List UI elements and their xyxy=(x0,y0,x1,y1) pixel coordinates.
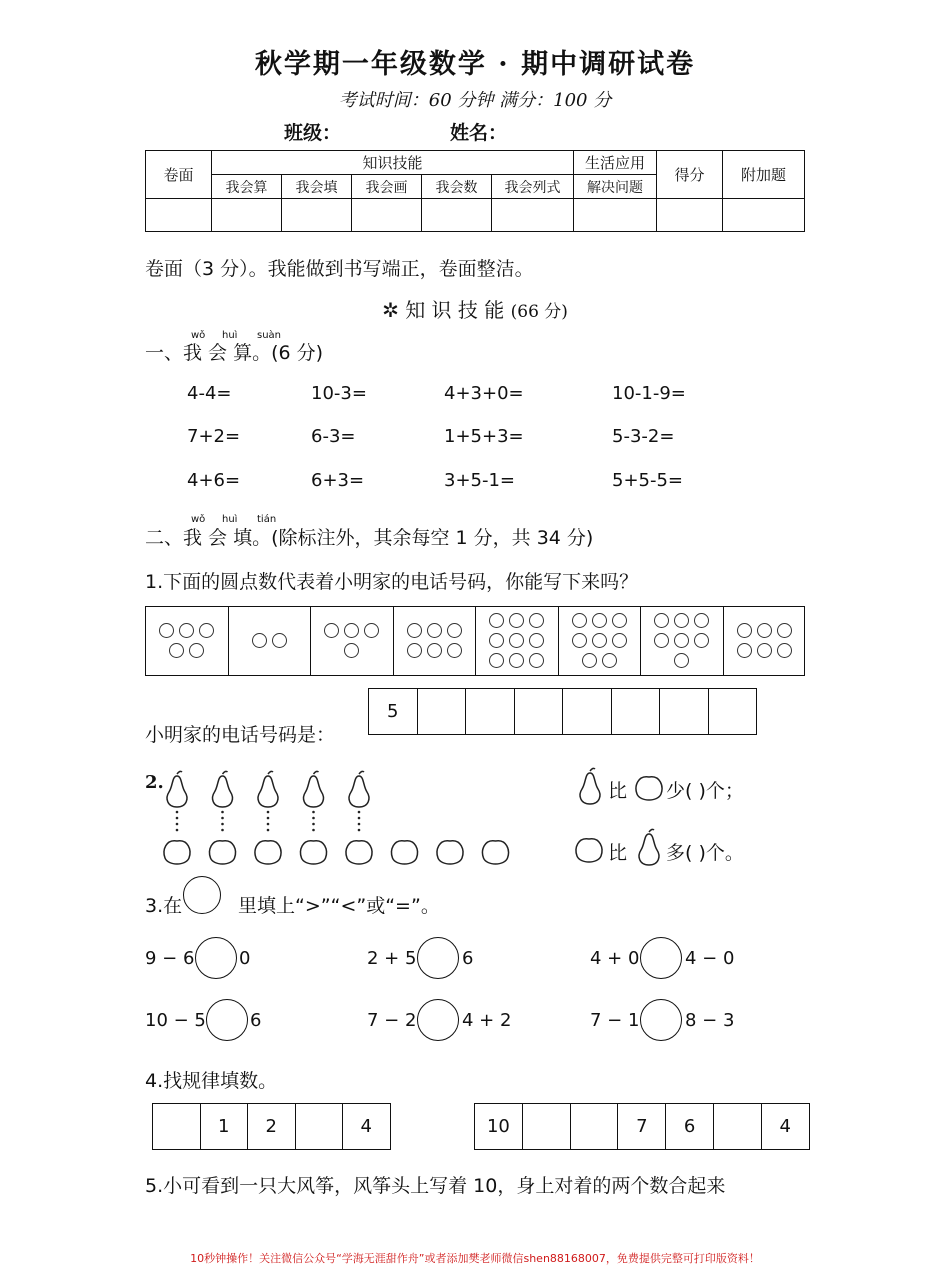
phone-digit-cell[interactable]: 5 xyxy=(368,688,418,735)
dot xyxy=(737,623,752,638)
dot xyxy=(344,643,359,658)
compare-right: 6 xyxy=(250,1010,262,1031)
part1-heading: 一、我 会 算。(6 分) xyxy=(145,342,324,364)
math-expression: 5+5-5= xyxy=(612,470,684,491)
compare-right: 0 xyxy=(239,948,251,969)
dot xyxy=(447,643,462,658)
math-expression: 6-3= xyxy=(311,426,356,447)
dot xyxy=(169,643,184,658)
dot-box xyxy=(475,606,559,676)
dot xyxy=(529,633,544,648)
link-dot xyxy=(176,829,179,832)
pinyin: tián xyxy=(257,514,277,525)
pinyin: wǒ xyxy=(191,330,206,341)
compare2-mid: 比 xyxy=(608,842,628,864)
dot xyxy=(777,643,792,658)
pear xyxy=(304,771,324,807)
compare-left: 4 + 0 xyxy=(590,948,640,969)
paper-note: 卷面（3 分）。我能做到书写端正，卷面整洁。 xyxy=(145,258,534,280)
pear-icon xyxy=(575,767,605,807)
circle-symbol xyxy=(183,876,221,914)
dot xyxy=(582,653,597,668)
compare-right: 4 − 0 xyxy=(685,948,735,969)
footer-promo: 10秒钟操作！关注微信公众号“学海无涯甜作舟”或者添加樊老师微信shen88168007，免费提供完整可打印版资料！ xyxy=(190,1252,760,1265)
dot xyxy=(654,633,669,648)
dot xyxy=(757,623,772,638)
dot xyxy=(654,613,669,628)
col-paper: 卷面 xyxy=(146,151,212,199)
pear xyxy=(349,771,369,807)
link-dot xyxy=(358,817,361,820)
dot xyxy=(737,643,752,658)
phone-digit-cell[interactable] xyxy=(514,688,564,735)
class-label: 班级： xyxy=(284,122,342,144)
link-dot xyxy=(267,829,270,832)
sub-header: 我会填 xyxy=(282,175,352,199)
sequence-cell[interactable] xyxy=(295,1103,344,1150)
dot-box xyxy=(723,606,806,676)
dot xyxy=(529,653,544,668)
score-cell[interactable] xyxy=(492,199,574,232)
score-cell[interactable] xyxy=(657,199,723,232)
dot xyxy=(489,633,504,648)
link-dot xyxy=(176,811,179,814)
group-life: 生活应用 xyxy=(574,151,657,175)
dot xyxy=(179,623,194,638)
dot xyxy=(324,623,339,638)
compare-circle[interactable] xyxy=(195,937,237,979)
dot xyxy=(674,613,689,628)
q1-answer-label: 小明家的电话号码是： xyxy=(145,724,336,746)
q3-prefix: 3.在 xyxy=(145,895,183,917)
dot xyxy=(572,633,587,648)
peach xyxy=(437,841,463,864)
sub-header: 我会算 xyxy=(212,175,282,199)
dot-box xyxy=(393,606,477,676)
sub-header: 我会数 xyxy=(422,175,492,199)
compare-right: 8 − 3 xyxy=(685,1010,735,1031)
section-title xyxy=(0,294,950,323)
peach xyxy=(346,841,372,864)
compare2-end: 多( )个。 xyxy=(666,842,744,864)
dot xyxy=(592,633,607,648)
score-table xyxy=(145,150,805,232)
link-dot xyxy=(267,811,270,814)
sub-header: 我会画 xyxy=(352,175,422,199)
math-expression: 10-1-9= xyxy=(612,383,686,404)
fruit-illustration xyxy=(155,766,515,872)
dot xyxy=(572,613,587,628)
q5-question: 5.小可看到一只大风筝，风筝头上写着 10，身上对着的两个数合起来 xyxy=(145,1175,726,1197)
pinyin: suàn xyxy=(257,330,282,341)
sub-header: 解决问题 xyxy=(574,175,657,199)
dot xyxy=(427,643,442,658)
section-title-text: 知 识 技 能 xyxy=(405,298,505,322)
phone-digit-cell[interactable] xyxy=(611,688,661,735)
dot xyxy=(189,643,204,658)
dot xyxy=(592,613,607,628)
phone-digit-cell[interactable] xyxy=(659,688,709,735)
sequence-cell[interactable] xyxy=(713,1103,762,1150)
dot xyxy=(757,643,772,658)
link-dot xyxy=(358,823,361,826)
dot xyxy=(694,633,709,648)
q4-question: 4.找规律填数。 xyxy=(145,1070,278,1092)
dot xyxy=(199,623,214,638)
peach xyxy=(301,841,327,864)
pear xyxy=(167,771,187,807)
sequence-cell: 6 xyxy=(665,1103,714,1150)
compare1-mid: 比 xyxy=(608,780,628,802)
math-expression: 4+6= xyxy=(187,470,241,491)
compare-circle[interactable] xyxy=(417,999,459,1041)
score-cell[interactable] xyxy=(212,199,282,232)
score-cell[interactable] xyxy=(282,199,352,232)
exam-info: 考试时间：60 分钟 满分：100 分 xyxy=(338,90,612,111)
sequence-cell: 1 xyxy=(200,1103,249,1150)
compare-circle[interactable] xyxy=(640,999,682,1041)
dot xyxy=(509,633,524,648)
dot xyxy=(674,653,689,668)
link-dot xyxy=(358,829,361,832)
compare-circle[interactable] xyxy=(417,937,459,979)
score-cell[interactable] xyxy=(574,199,657,232)
score-cell[interactable] xyxy=(723,199,805,232)
dot xyxy=(612,613,627,628)
dot xyxy=(159,623,174,638)
dot xyxy=(489,613,504,628)
dot xyxy=(674,633,689,648)
dot xyxy=(509,653,524,668)
math-expression: 1+5+3= xyxy=(444,426,524,447)
score-cell[interactable] xyxy=(146,199,212,232)
dot xyxy=(447,623,462,638)
math-expression: 5-3-2= xyxy=(612,426,675,447)
peach-icon xyxy=(572,834,606,866)
math-expression: 3+5-1= xyxy=(444,470,516,491)
math-expression: 6+3= xyxy=(311,470,365,491)
dot-box xyxy=(228,606,312,676)
dot xyxy=(272,633,287,648)
peach xyxy=(255,841,281,864)
sequence-cell: 10 xyxy=(474,1103,523,1150)
sequence-cell: 2 xyxy=(247,1103,296,1150)
pinyin: huì xyxy=(222,330,238,341)
q1-question: 1.下面的圆点数代表着小明家的电话号码，你能写下来吗？ xyxy=(145,571,639,593)
dot xyxy=(344,623,359,638)
compare-left: 10 − 5 xyxy=(145,1010,206,1031)
q2-number: 2. xyxy=(145,772,164,793)
compare-circle[interactable] xyxy=(640,937,682,979)
dot-box xyxy=(145,606,229,676)
pinyin: huì xyxy=(222,514,238,525)
dot xyxy=(529,613,544,628)
link-dot xyxy=(267,823,270,826)
col-extra: 附加题 xyxy=(723,151,805,199)
compare-left: 9 − 6 xyxy=(145,948,195,969)
score-cell[interactable] xyxy=(422,199,492,232)
sequence-cell[interactable] xyxy=(570,1103,619,1150)
peach xyxy=(164,841,190,864)
math-expression: 7+2= xyxy=(187,426,241,447)
compare-left: 7 − 2 xyxy=(367,1010,417,1031)
peach xyxy=(483,841,509,864)
dot xyxy=(252,633,267,648)
pear xyxy=(213,771,233,807)
q3-suffix: 里填上“>”“<”或“=”。 xyxy=(238,895,440,917)
phone-digit-cell[interactable] xyxy=(708,688,758,735)
compare-circle[interactable] xyxy=(206,999,248,1041)
star-icon: ✲ xyxy=(382,298,399,322)
sequence-cell: 4 xyxy=(761,1103,810,1150)
link-dot xyxy=(176,817,179,820)
dot xyxy=(694,613,709,628)
dot xyxy=(509,613,524,628)
dot xyxy=(364,623,379,638)
dot xyxy=(407,643,422,658)
math-expression: 4-4= xyxy=(187,383,232,404)
math-expression: 4+3+0= xyxy=(444,383,524,404)
link-dot xyxy=(312,829,315,832)
phone-digit-cell[interactable] xyxy=(417,688,467,735)
link-dot xyxy=(312,817,315,820)
part2-heading: 二、我 会 填。(除标注外，其余每空 1 分，共 34 分) xyxy=(145,527,594,549)
sub-header: 我会列式 xyxy=(492,175,574,199)
compare-right: 6 xyxy=(462,948,474,969)
peach-icon xyxy=(632,772,666,804)
link-dot xyxy=(267,817,270,820)
sequence-cell: 4 xyxy=(342,1103,391,1150)
compare-left: 7 − 1 xyxy=(590,1010,640,1031)
link-dot xyxy=(176,823,179,826)
group-knowledge: 知识技能 xyxy=(212,151,574,175)
link-dot xyxy=(221,829,224,832)
score-cell[interactable] xyxy=(352,199,422,232)
compare-right: 4 + 2 xyxy=(462,1010,512,1031)
dot xyxy=(407,623,422,638)
pear xyxy=(258,771,278,807)
dot-box xyxy=(558,606,642,676)
pear-icon xyxy=(634,828,664,868)
dot-box xyxy=(310,606,394,676)
peach xyxy=(392,841,418,864)
phone-digit-cell[interactable] xyxy=(562,688,612,735)
dot xyxy=(489,653,504,668)
link-dot xyxy=(221,823,224,826)
link-dot xyxy=(221,811,224,814)
sequence-cell[interactable] xyxy=(152,1103,201,1150)
dot xyxy=(427,623,442,638)
dot-box xyxy=(640,606,724,676)
dot xyxy=(777,623,792,638)
link-dot xyxy=(312,823,315,826)
name-label: 姓名： xyxy=(450,122,508,144)
compare-left: 2 + 5 xyxy=(367,948,417,969)
phone-digit-cell[interactable] xyxy=(465,688,515,735)
sequence-cell[interactable] xyxy=(522,1103,571,1150)
link-dot xyxy=(312,811,315,814)
compare1-end: 少( )个； xyxy=(666,780,744,802)
dot xyxy=(612,633,627,648)
link-dot xyxy=(358,811,361,814)
exam-title: 秋学期一年级数学 · 期中调研试卷 xyxy=(254,49,696,80)
link-dot xyxy=(221,817,224,820)
pinyin: wǒ xyxy=(191,514,206,525)
math-expression: 10-3= xyxy=(311,383,367,404)
section-title-points: (66 分) xyxy=(510,302,568,322)
peach xyxy=(210,841,236,864)
col-score: 得分 xyxy=(657,151,723,199)
sequence-cell: 7 xyxy=(617,1103,666,1150)
dot xyxy=(602,653,617,668)
